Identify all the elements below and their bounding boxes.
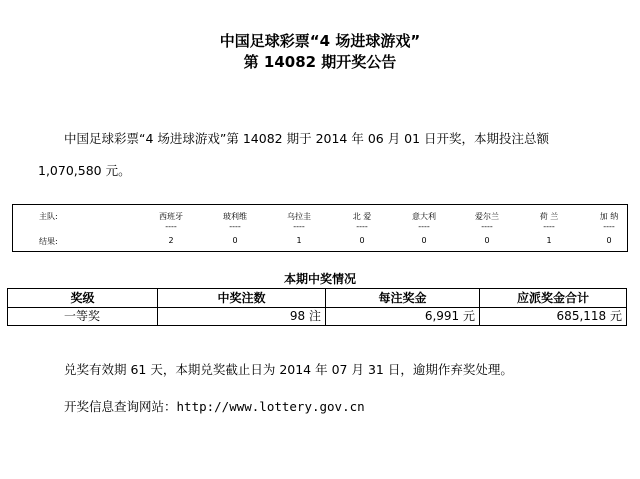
website-label: 开奖信息查询网站： [64,399,177,414]
result-value: 2 [168,236,174,245]
header-level: 奖级 [8,289,158,307]
intro-line-1: 中国足球彩票“4 场进球游戏”第 14082 期于 2014 年 06 月 01 日开奖，本期投注总额 [64,131,550,146]
dash: ---- [418,222,430,231]
home-label: 主队: [39,212,58,221]
dash: ---- [603,222,615,231]
dash: ---- [356,222,368,231]
prize-section-title: 本期中奖情况 [283,272,356,286]
result-value: 0 [232,236,238,245]
team-name: 荷 兰 [539,212,559,221]
dash: ---- [165,222,177,231]
prize-table [7,288,627,326]
dash: ---- [229,222,241,231]
table-row [8,307,626,325]
prize-table-header [8,289,626,308]
dash: ---- [293,222,305,231]
team-name: 加 纳 [599,212,619,221]
dash: ---- [481,222,493,231]
header-per-bet: 每注奖金 [326,289,480,307]
team-name: 玻利维 [223,212,247,221]
header-total: 应派奖金合计 [516,291,589,305]
result-value: 1 [296,236,302,245]
website-note [64,397,365,415]
result-value: 0 [421,236,427,245]
total-prize: 685,118 元 [556,309,622,323]
result-label: 结果: [39,237,58,246]
result-value: 0 [606,236,612,245]
dash: ---- [543,222,555,231]
header-winners: 中奖注数 [158,289,326,307]
per-bet-prize: 6,991 元 [326,307,480,325]
intro-line-2: 1,070,580 元。 [38,163,131,178]
website-link[interactable]: http://www.lottery.gov.cn [176,399,365,414]
validity-note: 兑奖有效期 61 天，本期兑奖截止日为 2014 年 07 月 31 日，逾期作弃奖处理。 [64,362,513,377]
result-value: 0 [484,236,490,245]
announcement-title: 中国足球彩票“4 场进球游戏” [219,32,421,50]
team-name: 北 爱 [352,212,372,221]
result-value: 1 [546,236,552,245]
match-results-table [12,204,628,252]
team-name: 意大利 [412,212,436,221]
prize-level: 一等奖 [8,307,158,325]
winner-count: 98 注 [158,307,326,325]
result-value: 0 [359,236,365,245]
team-name: 西班牙 [159,212,183,221]
announcement-subtitle: 第 14082 期开奖公告 [243,53,397,71]
team-name: 乌拉圭 [287,212,311,221]
team-name: 爱尔兰 [475,212,499,221]
